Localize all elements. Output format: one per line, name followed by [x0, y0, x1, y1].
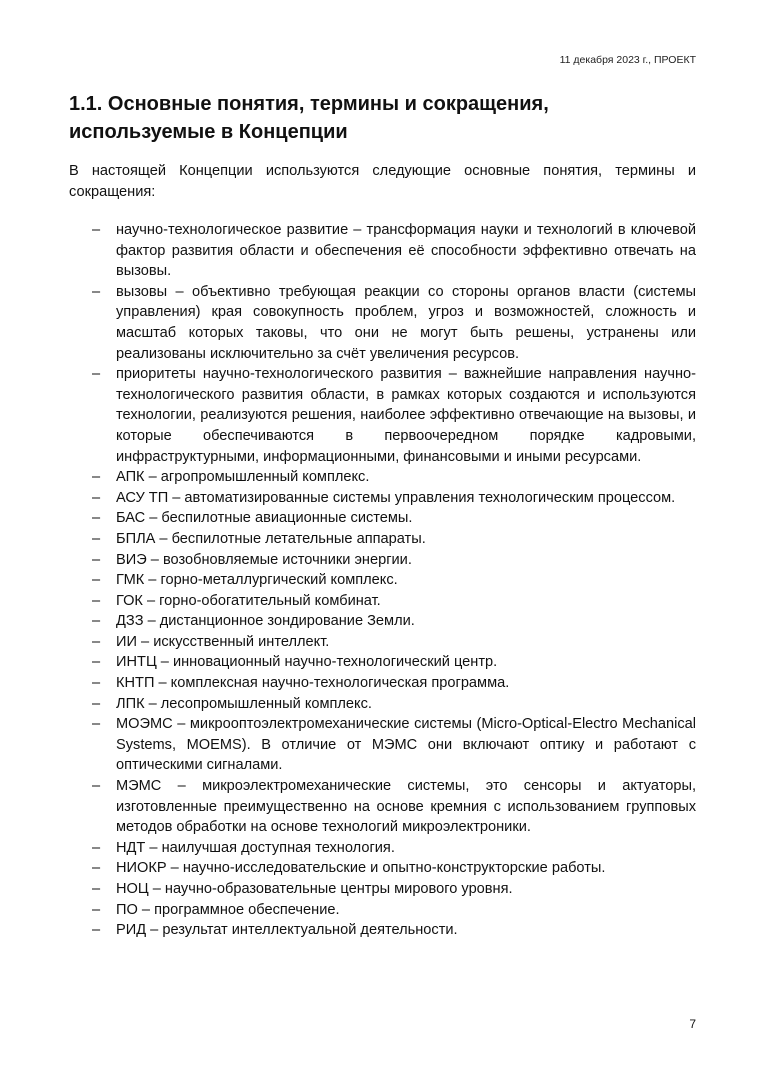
- list-bullet: –: [92, 881, 101, 897]
- list-item-text: ПО – программное обеспечение.: [116, 901, 340, 918]
- list-bullet: –: [92, 283, 101, 300]
- list-item-text: БПЛА – беспилотные летательные аппараты.: [116, 530, 426, 547]
- list-item: [69, 364, 696, 467]
- list-bullet: –: [92, 551, 101, 568]
- list-item-text: МОЭМС – микрооптоэлектромеханические системы (Micro-Optical-Electro Mechanical Systems, MOEMS). В отличие от МЭМС они включают оптику и работают с оптическими сигналами.: [116, 716, 696, 774]
- list-bullet: –: [92, 530, 101, 547]
- list-item-text: НДТ – наилучшая доступная технология.: [116, 839, 395, 856]
- list-item-text: ДЗЗ – дистанционное зондирование Земли.: [116, 613, 415, 630]
- list-item: [69, 632, 696, 653]
- list-item-text: НОЦ – научно-образовательные центры мирового уровня.: [116, 881, 513, 897]
- list-item: [69, 282, 696, 364]
- list-item: [69, 591, 696, 612]
- list-item: [69, 838, 696, 859]
- list-item-text: научно-технологическое развитие – трансформация науки и технологий в ключевой фактор развития области и обеспечения её способности эффективно отвечать на вызовы.: [116, 222, 696, 280]
- list-item: [69, 467, 696, 488]
- list-bullet: –: [92, 366, 101, 383]
- terms-list: [69, 220, 696, 941]
- list-bullet: –: [92, 613, 101, 630]
- list-item-text: АПК – агропромышленный комплекс.: [116, 469, 370, 486]
- list-item-text: БАС – беспилотные авиационные системы.: [116, 510, 413, 527]
- list-bullet: –: [92, 901, 101, 918]
- page-number: 7: [689, 1017, 696, 1031]
- list-item-text: ГМК – горно-металлургический комплекс.: [116, 572, 398, 589]
- list-bullet: –: [92, 469, 101, 486]
- list-item: [69, 920, 696, 941]
- list-item-text: НИОКР – научно-исследовательские и опытно-конструкторские работы.: [116, 860, 606, 877]
- list-item: [69, 858, 696, 879]
- list-item: [69, 900, 696, 921]
- list-item-text: РИД – результат интеллектуальной деятельности.: [116, 922, 458, 939]
- list-item: [69, 879, 696, 900]
- list-item: [69, 508, 696, 529]
- list-bullet: –: [92, 839, 101, 856]
- list-bullet: –: [92, 592, 101, 609]
- list-item-text: МЭМС – микроэлектромеханические системы, это сенсоры и актуаторы, изготовленные преимущественно на основе кремния с использованием групповых методов обработки на основе технологий микроэлектроники.: [116, 778, 696, 836]
- list-bullet: –: [92, 222, 101, 238]
- list-item: [69, 776, 696, 838]
- list-item-text: КНТП – комплексная научно-технологическая программа.: [116, 675, 510, 692]
- list-item: [69, 570, 696, 591]
- list-item: [69, 488, 696, 509]
- list-bullet: –: [92, 654, 101, 671]
- list-bullet: –: [92, 489, 101, 506]
- list-item: [69, 714, 696, 776]
- list-item-text: ИНТЦ – инновационный научно-технологический центр.: [116, 654, 498, 671]
- list-item: [69, 673, 696, 694]
- list-item: [69, 220, 696, 282]
- list-item-text: ГОК – горно-обогатительный комбинат.: [116, 592, 381, 609]
- section-title: 1.1. Основные понятия, термины и сокращения, используемые в Концепции: [69, 93, 549, 143]
- list-bullet: –: [92, 572, 101, 589]
- list-bullet: –: [92, 675, 101, 692]
- list-item: [69, 652, 696, 673]
- list-item-text: ВИЭ – возобновляемые источники энергии.: [116, 551, 412, 568]
- list-item: [69, 550, 696, 571]
- section-intro: В настоящей Концепции используются следующие основные понятия, термины и сокращения:: [69, 163, 696, 200]
- list-bullet: –: [92, 633, 101, 650]
- list-bullet: –: [92, 695, 101, 712]
- header-date-status: 11 декабря 2023 г., ПРОЕКТ: [559, 54, 696, 66]
- list-item: [69, 529, 696, 550]
- list-bullet: –: [92, 922, 101, 939]
- list-bullet: –: [92, 510, 101, 527]
- list-bullet: –: [92, 860, 101, 877]
- list-item-text: приоритеты научно-технологического развития – важнейшие направления научно-технологического развития области, в рамках которых создаются и используются технологии, реализуются решения, наиболее эффективно отвечающие на вызовы, и которые обеспечиваются в первоочередном порядке кадровыми, инфраструктурными, информационными, финансовыми и иными ресурсами.: [116, 366, 696, 465]
- list-item-text: АСУ ТП – автоматизированные системы управления технологическим процессом.: [116, 489, 676, 506]
- list-item: [69, 611, 696, 632]
- list-bullet: –: [92, 778, 101, 795]
- list-item: [69, 694, 696, 715]
- list-item-text: вызовы – объективно требующая реакции со стороны органов власти (системы управления) края совокупность проблем, угроз и возможностей, сложность и масштаб которых таковы, что они не могут быть решены, устранены или реализованы исключительно за счёт увеличения ресурсов.: [116, 283, 696, 362]
- list-item-text: ИИ – искусственный интеллект.: [116, 633, 330, 650]
- list-item-text: ЛПК – лесопромышленный комплекс.: [116, 695, 372, 712]
- list-bullet: –: [92, 716, 101, 733]
